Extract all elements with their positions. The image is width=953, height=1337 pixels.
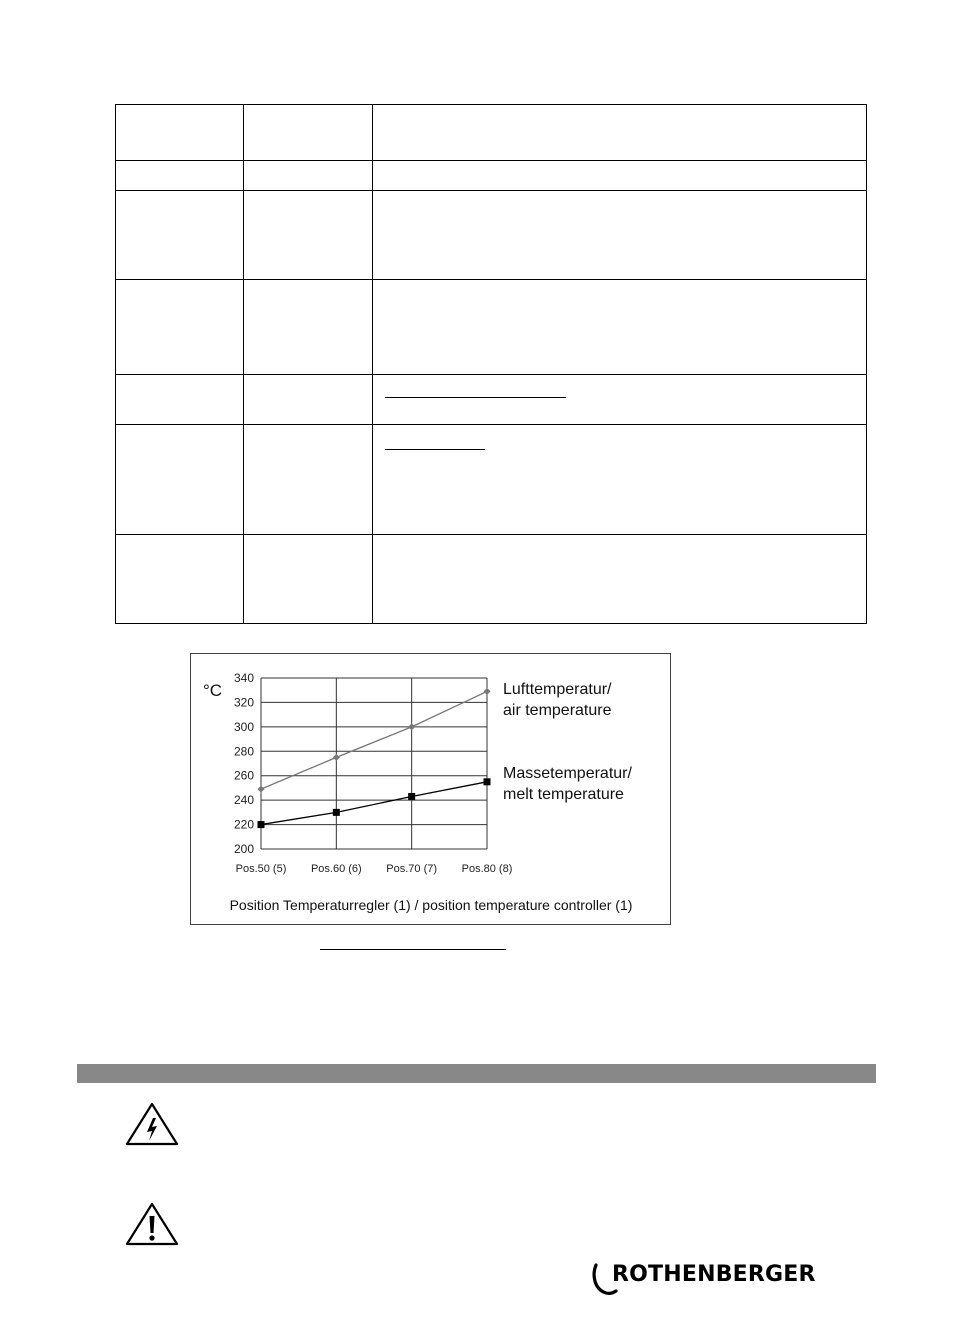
data-point-air-temperature <box>484 688 491 695</box>
y-tick-label: 260 <box>233 768 254 783</box>
data-point-melt-temperature <box>408 793 415 800</box>
table-row-divider <box>116 374 866 375</box>
y-tick-label: 200 <box>233 842 254 856</box>
table-column-divider <box>372 105 373 623</box>
data-point-air-temperature <box>408 723 415 730</box>
legend-label: Lufttemperatur/ <box>503 681 612 698</box>
series-line <box>261 691 487 789</box>
x-tick-label: Pos.80 (8) <box>461 863 513 875</box>
legend-label: Massetemperatur/ <box>503 765 632 782</box>
legend-label: air temperature <box>503 702 612 719</box>
figure-caption-underline <box>320 949 506 950</box>
rothenberger-logo <box>590 1261 830 1297</box>
temperature-chart <box>190 653 671 925</box>
x-tick-label: Pos.60 (6) <box>310 863 362 875</box>
y-tick-label: 340 <box>233 671 254 685</box>
electrical-hazard-icon <box>124 1101 180 1147</box>
y-tick-label: 280 <box>233 744 254 759</box>
data-point-melt-temperature <box>333 809 340 816</box>
temperature-chart-svg <box>191 654 672 926</box>
table-row-divider <box>116 424 866 425</box>
spec-table <box>115 104 867 624</box>
data-point-melt-temperature <box>484 778 491 785</box>
y-tick-label: 220 <box>233 817 254 832</box>
data-point-melt-temperature <box>258 821 265 828</box>
data-point-air-temperature <box>258 786 265 793</box>
table-row-divider <box>116 160 866 161</box>
x-axis-title: Position Temperaturregler (1) / position temperature controller (1) <box>229 897 633 913</box>
section-header-bar <box>77 1064 876 1083</box>
data-point-air-temperature <box>333 754 340 761</box>
underlined-heading-mark <box>385 397 566 398</box>
table-column-divider <box>243 105 244 623</box>
legend-label: melt temperature <box>503 786 624 803</box>
table-row-divider <box>116 190 866 191</box>
x-tick-label: Pos.50 (5) <box>235 863 287 875</box>
logo-text: ROTHENBERGER <box>612 1262 816 1287</box>
y-tick-label: 300 <box>233 719 254 734</box>
y-tick-label: 320 <box>233 695 254 710</box>
y-unit-label: °C <box>203 681 223 700</box>
series-line <box>261 782 487 825</box>
table-row-divider <box>116 279 866 280</box>
general-warning-icon <box>124 1201 180 1247</box>
table-row-divider <box>116 534 866 535</box>
x-tick-label: Pos.70 (7) <box>386 863 438 875</box>
y-tick-label: 240 <box>233 793 254 808</box>
underlined-heading-mark <box>385 449 485 450</box>
